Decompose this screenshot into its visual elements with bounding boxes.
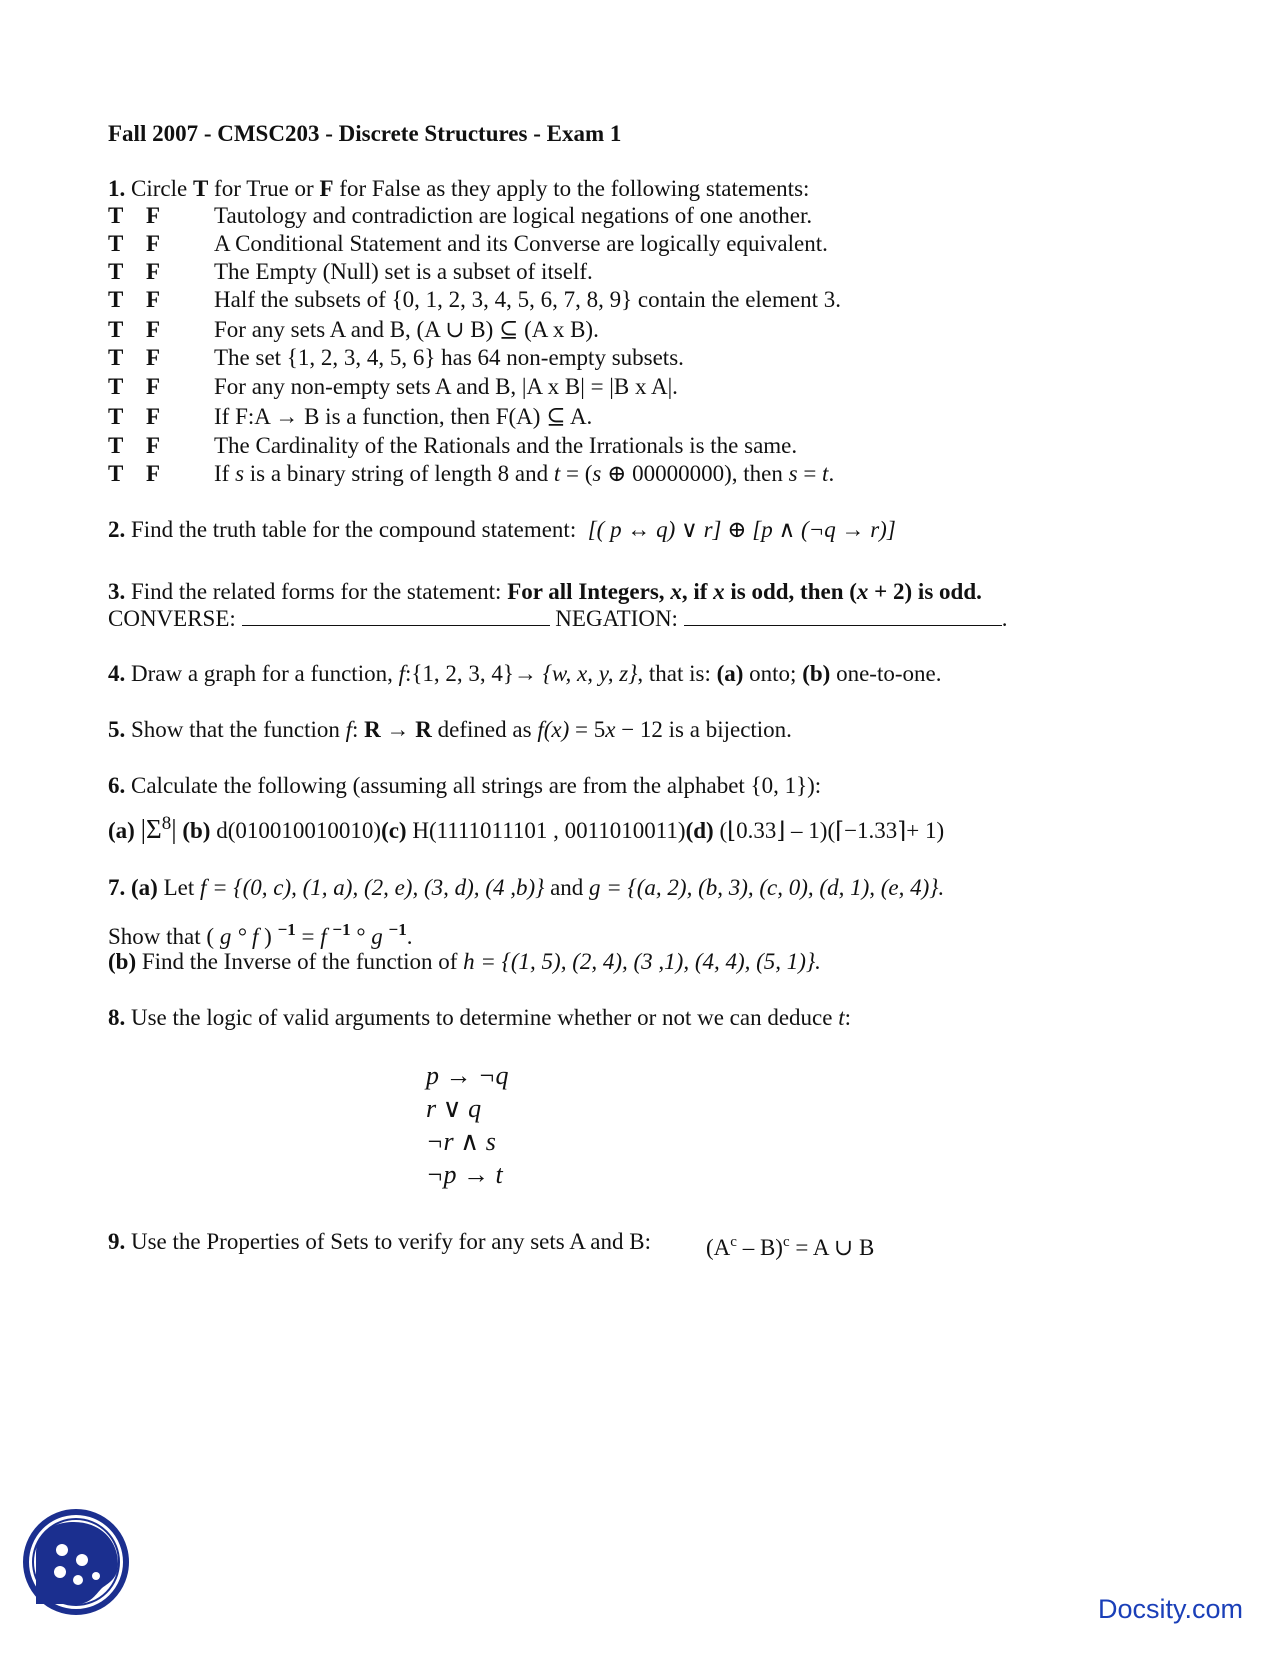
true-option[interactable]: T	[108, 404, 124, 429]
statement-4: Half the subsets of {0, 1, 2, 3, 4, 5, 6, 7, 8, 9} contain the element 3.	[214, 287, 841, 312]
true-option[interactable]: T	[108, 345, 124, 370]
true-option[interactable]: T	[108, 317, 124, 342]
q5-colon: :	[352, 717, 359, 742]
q5	[108, 716, 792, 744]
false-option[interactable]: F	[146, 231, 161, 256]
q2-text: Find the truth table for the compound statement:	[131, 517, 577, 542]
negation-blank[interactable]	[684, 605, 1002, 626]
q5-text-b: defined as	[437, 717, 532, 742]
q8-colon: :	[844, 1005, 852, 1030]
true-option[interactable]: T	[108, 203, 124, 228]
q7-part-b: (b)	[108, 949, 137, 974]
false-option[interactable]: F	[146, 203, 161, 228]
false-option[interactable]: F	[146, 433, 161, 458]
docsity-brand-link[interactable]: Docsity.com	[1098, 1594, 1244, 1624]
q4-onto: onto;	[749, 661, 797, 686]
q5-fx: f(x)	[537, 717, 570, 742]
q6-part-a: (a)	[108, 818, 135, 843]
false-option[interactable]: F	[146, 404, 161, 429]
premise-1: p → ¬q	[426, 1061, 509, 1090]
q5-text-a: Show that the function	[131, 717, 340, 742]
q1-intro-b: for True or	[214, 176, 314, 201]
q3-number: 3.	[108, 579, 126, 604]
q7-inverse-exp-1: −1	[277, 920, 296, 939]
q3-statement-d: + 2) is odd.	[874, 579, 982, 604]
premise-4: ¬p → t	[426, 1160, 503, 1189]
s10-text-b: is a binary string of length 8 and	[249, 461, 549, 486]
false-option[interactable]: F	[146, 287, 161, 312]
q7-f-inv: f	[320, 924, 327, 949]
q9-lhs-b: – B)	[742, 1235, 783, 1260]
q9-text: Use the Properties of Sets to verify for any sets A and B:	[131, 1229, 651, 1254]
q6-sigma: |Σ	[140, 814, 162, 844]
q4	[108, 660, 941, 688]
q7-h-def: h = {(1, 5), (2, 4), (3 ,1), (4, 4), (5, 1)}.	[463, 949, 821, 974]
q6-number: 6.	[108, 773, 126, 798]
s10-var-s: s	[235, 461, 245, 486]
q7-dot: .	[406, 924, 413, 949]
q3-var-x3: x	[856, 579, 869, 604]
true-option[interactable]: T	[108, 259, 124, 284]
q7-b	[108, 948, 821, 976]
q7-gof: g ° f	[219, 924, 259, 949]
s10-text-f: .	[828, 461, 835, 486]
q3	[108, 578, 982, 606]
q1-t-word: T	[192, 176, 209, 201]
q5-arrow: →	[386, 717, 410, 742]
q5-R1: R	[364, 717, 381, 742]
false-option[interactable]: F	[146, 345, 161, 370]
statement-9: The Cardinality of the Rationals and the Irrationals is the same.	[214, 433, 798, 458]
q7-g-def: g = {(a, 2), (b, 3), (c, 0), (d, 1), (e, 4)}.	[589, 875, 945, 900]
converse-blank[interactable]	[242, 605, 550, 626]
q9-rhs: = A ∪ B	[795, 1235, 875, 1260]
statement-2: A Conditional Statement and its Converse are logically equivalent.	[214, 231, 828, 256]
q4-part-a: (a)	[716, 661, 744, 686]
q7-show-text: Show that (	[108, 924, 215, 949]
q4-text-b: , that is:	[637, 661, 711, 686]
q9-sup-c1: c	[730, 1234, 737, 1250]
statement-1: Tautology and contradiction are logical negations of one another.	[214, 203, 813, 228]
false-option[interactable]: F	[146, 461, 161, 486]
q9-sup-c2: c	[782, 1234, 790, 1250]
q6-sigma-exp: 8	[161, 813, 172, 834]
s10-var-s3: s	[788, 461, 798, 486]
false-option[interactable]: F	[146, 374, 161, 399]
statement-5: For any sets A and B, (A ∪ B) ⊆ (A x B).	[214, 317, 599, 342]
q4-text-a: Draw a graph for a function,	[131, 661, 393, 686]
exam-title: Fall 2007 - CMSC203 - Discrete Structures - Exam 1	[108, 121, 622, 146]
true-option[interactable]: T	[108, 287, 124, 312]
q6-part-d: (d)	[685, 818, 714, 843]
q7-g-inv: g	[371, 924, 383, 949]
true-option[interactable]: T	[108, 374, 124, 399]
q3-answer-line	[108, 605, 1007, 633]
q9	[108, 1228, 651, 1256]
q1-intro-a: Circle	[131, 176, 188, 201]
s10-text-c: = (	[565, 461, 593, 486]
q7-text-a: Let	[163, 875, 195, 900]
q6-part-b: (b)	[182, 818, 211, 843]
q6-part-c: (c)	[381, 818, 407, 843]
q8-text: Use the logic of valid arguments to determine whether or not we can deduce	[131, 1005, 833, 1030]
q1-number: 1.	[108, 176, 126, 201]
premise-2: r ∨ q	[426, 1094, 482, 1123]
q5-R2: R	[415, 717, 432, 742]
q3-statement-b: , if	[681, 579, 708, 604]
q8	[108, 1004, 851, 1032]
q8-number: 8.	[108, 1005, 126, 1030]
s10-text-d: ⊕ 00000000), then	[607, 461, 783, 486]
s10-var-t2: t	[822, 461, 829, 486]
q7-f-def: f = {(0, c), (1, a), (2, e), (3, d), (4 ,b)}	[199, 875, 545, 900]
q5-text-c: − 12 is a bijection.	[621, 717, 792, 742]
q5-eq: = 5	[574, 717, 606, 742]
q4-one-to-one: one-to-one.	[836, 661, 942, 686]
statement-7: For any non-empty sets A and B, |A x B| = |B x A|.	[214, 374, 678, 399]
q3-var-x1: x	[670, 579, 682, 604]
q4-f: f	[398, 661, 405, 686]
q7-show	[108, 916, 412, 951]
q3-var-x2: x	[713, 579, 725, 604]
statement-3: The Empty (Null) set is a subset of itself.	[214, 259, 593, 284]
q7-close: )	[264, 924, 272, 949]
true-option[interactable]: T	[108, 231, 124, 256]
q9-lhs-a: (A	[706, 1235, 731, 1260]
q6-c-expr: H(1111011101 , 0011010011)	[412, 818, 686, 843]
s10-text-a: If	[214, 461, 230, 486]
q6-parts	[108, 810, 944, 845]
s10-text-e: =	[803, 461, 817, 486]
q7-and: and	[550, 875, 584, 900]
statement-10	[214, 460, 834, 488]
statement-6: The set {1, 2, 3, 4, 5, 6} has 64 non-empty subsets.	[214, 345, 684, 370]
false-option[interactable]: F	[146, 259, 161, 284]
q1-f-word: F	[319, 176, 334, 201]
q2-expression: [( p ↔ q) ∨ r] ⊕ [p ∧ (¬q → r)]	[587, 517, 896, 542]
s10-var-s2: s	[592, 461, 602, 486]
q7-text-b: Find the Inverse of the function of	[141, 949, 458, 974]
q3-period: .	[1001, 606, 1008, 631]
q3-statement-c: is odd, then (	[730, 579, 857, 604]
q7	[108, 874, 944, 902]
q1-intro-c: for False as they apply to the following statements:	[339, 176, 810, 201]
q7-ring: °	[356, 924, 366, 949]
q9-number: 9.	[108, 1229, 126, 1254]
q2-number: 2.	[108, 517, 126, 542]
q3-statement-a: For all Integers,	[507, 579, 665, 604]
q6	[108, 772, 821, 800]
q6-d-expr: (⌊0.33⌋ – 1)(⌈−1.33⌉+ 1)	[719, 818, 945, 843]
true-option[interactable]: T	[108, 461, 124, 486]
q7-inverse-exp-2: −1	[332, 920, 351, 939]
false-option[interactable]: F	[146, 317, 161, 342]
q8-t: t	[838, 1005, 845, 1030]
q1-intro	[108, 175, 809, 203]
negation-label: NEGATION:	[555, 606, 678, 631]
docsity-logo-icon[interactable]	[22, 1508, 130, 1616]
premise-3: ¬r ∧ s	[426, 1127, 496, 1156]
statement-8: If F:A → B is a function, then F(A) ⊆ A.	[214, 404, 593, 429]
q7-eq: =	[301, 924, 315, 949]
q3-text: Find the related forms for the statement:	[131, 579, 502, 604]
q6-text: Calculate the following (assuming all strings are from the alphabet {0, 1}):	[131, 773, 822, 798]
q5-x: x	[605, 717, 616, 742]
q4-part-b: (b)	[802, 661, 831, 686]
q6-sigma-end: |	[171, 814, 177, 844]
q6-b-expr: d(010010010010)	[216, 818, 382, 843]
true-option[interactable]: T	[108, 433, 124, 458]
q7-inverse-exp-3: −1	[388, 920, 407, 939]
s10-var-t: t	[553, 461, 561, 486]
q7-part-a: (a)	[131, 875, 158, 900]
q4-codomain: {w, x, y, z}	[542, 661, 638, 686]
q5-f: f	[345, 717, 353, 742]
q2	[108, 516, 896, 544]
q4-domain: :{1, 2, 3, 4}→	[404, 661, 537, 686]
q9-identity	[706, 1228, 874, 1262]
converse-label: CONVERSE:	[108, 606, 236, 631]
q4-number: 4.	[108, 661, 126, 686]
q7-number: 7.	[108, 875, 126, 900]
q5-number: 5.	[108, 717, 126, 742]
